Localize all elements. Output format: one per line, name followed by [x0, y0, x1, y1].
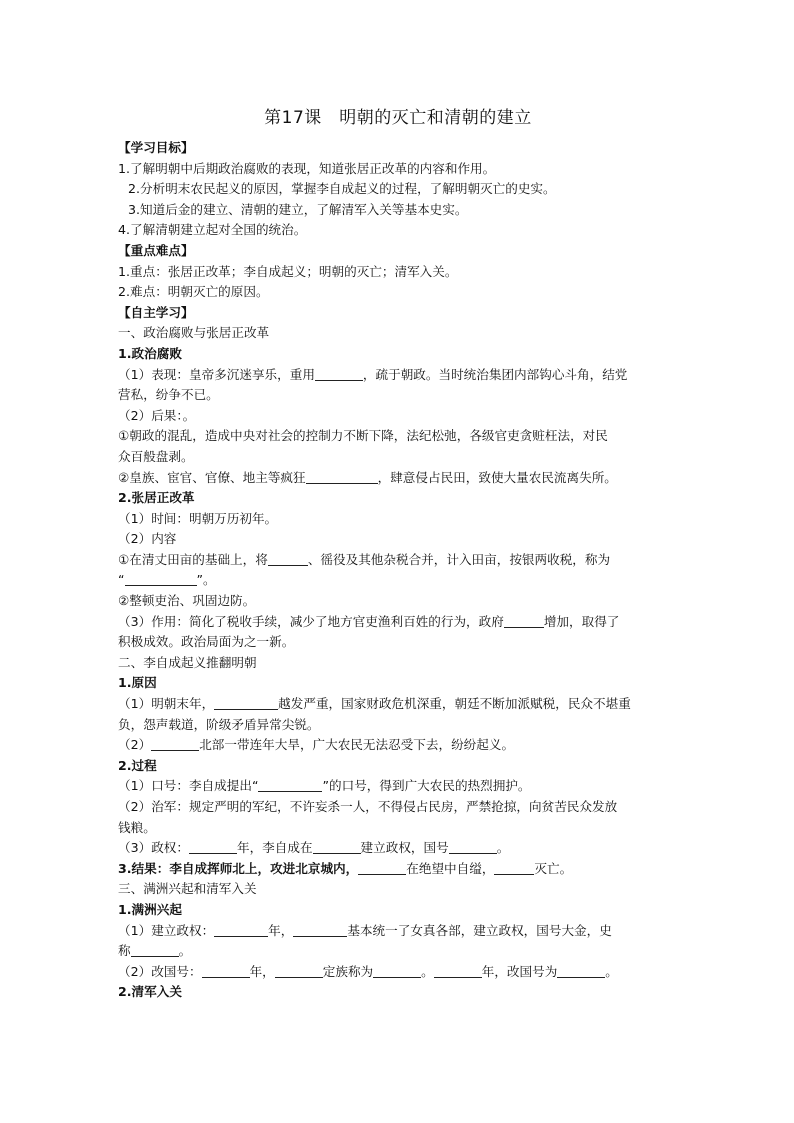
- text: （1）明朝末年，: [118, 696, 215, 712]
- goal-item: 1.了解明朝中后期政治腐败的表现，知道张居正改革的内容和作用。: [118, 160, 496, 176]
- section-title: 二、李自成起义推翻明朝: [118, 654, 257, 670]
- goal-item: 3.知道后金的建立、清朝的建立，了解清军入关等基本史实。: [128, 201, 468, 217]
- text: 年，: [268, 922, 294, 938]
- text: （3）政权：: [118, 840, 189, 856]
- paragraph: （2）内容: [118, 531, 177, 547]
- blank-field[interactable]: [434, 963, 482, 978]
- paragraph: （1）时间：明朝万历初年。: [118, 510, 278, 526]
- text: 定族称为: [322, 963, 374, 979]
- worksheet-page: [118, 103, 678, 1003]
- self-study-heading: 【自主学习】: [118, 304, 194, 320]
- page-title: 第17课 明朝的灭亡和清朝的建立: [264, 108, 532, 128]
- text: 增加，取得了: [543, 613, 620, 629]
- blank-field[interactable]: [358, 860, 406, 875]
- paragraph: 负，怨声载道，阶级矛盾异常尖锐。: [118, 716, 320, 732]
- text: ，肆意侵占民田，致使大量农民流离失所。: [377, 469, 617, 485]
- subsection-title: 1.原因: [118, 675, 157, 691]
- text: （1）口号：李自成提出“: [118, 778, 259, 794]
- text: （3）作用：简化了税收手续，减少了地方官吏渔利百姓的行为，政府: [118, 613, 504, 629]
- paragraph: [118, 776, 678, 797]
- goal-item: 2.分析明末农民起义的原因，掌握李自成起义的过程，了解明朝灭亡的史实。: [128, 181, 556, 197]
- text: ”的口号，得到广大农民的热烈拥护。: [322, 778, 531, 794]
- text: ，疏于朝政。当时统治集团内部钩心斗角，结党: [362, 366, 628, 382]
- paragraph: [118, 735, 678, 756]
- text: （2）改国号：: [118, 963, 202, 979]
- blank-field[interactable]: [313, 839, 361, 854]
- blank-field[interactable]: [504, 613, 544, 628]
- text: 。: [178, 943, 192, 959]
- blank-field[interactable]: [214, 922, 268, 937]
- text: （1）表现：皇帝多沉迷享乐，重用: [118, 366, 315, 382]
- paragraph: 钱粮。: [118, 819, 156, 835]
- paragraph: 众百般盘剥。: [118, 448, 194, 464]
- paragraph: 积极成效。政治局面为之一新。: [118, 634, 295, 650]
- section-title: 一、政治腐败与张居正改革: [118, 325, 270, 341]
- blank-field[interactable]: [131, 942, 179, 957]
- text: ②皇族、宦官、官僚、地主等疯狂: [118, 469, 306, 485]
- text: 北部一带连年大旱，广大农民无法忍受下去，纷纷起义。: [199, 737, 515, 753]
- paragraph: [118, 694, 678, 715]
- subsection-title: 1.满洲兴起: [118, 901, 182, 917]
- text: 年，改国号为: [481, 963, 558, 979]
- paragraph: 营私，纷争不已。: [118, 387, 219, 403]
- text: 、徭役及其他杂税合并，计入田亩，按银两收税，称为: [307, 551, 611, 567]
- text: ”。: [196, 572, 216, 588]
- paragraph: [118, 550, 678, 571]
- paragraph: [118, 962, 678, 983]
- text: 3.结果：李自成挥师北上，攻进北京城内，: [118, 860, 359, 876]
- text: 。: [605, 963, 618, 979]
- text: （1）建立政权：: [118, 922, 215, 938]
- subsection-title: 2.清军入关: [118, 984, 182, 1000]
- paragraph: [118, 859, 678, 880]
- blank-field[interactable]: [214, 695, 278, 710]
- paragraph: ②整顿吏治、巩固边防。: [118, 593, 256, 609]
- blank-field[interactable]: [557, 963, 605, 978]
- text: “: [118, 572, 125, 588]
- paragraph: [118, 570, 678, 591]
- blank-field[interactable]: [202, 963, 250, 978]
- paragraph: [118, 612, 678, 633]
- text: 。: [496, 840, 510, 856]
- text: 越发严重，国家财政危机深重，朝廷不断加派赋税，民众不堪重: [278, 696, 631, 712]
- text: 年，: [249, 963, 275, 979]
- paragraph: [118, 941, 678, 962]
- blank-field[interactable]: [125, 571, 197, 586]
- keys-heading: 【重点难点】: [118, 242, 194, 258]
- section-title: 三、满洲兴起和清军入关: [118, 881, 257, 897]
- subsection-title: 1.政治腐败: [118, 345, 182, 361]
- paragraph: [118, 921, 678, 942]
- text: 建立政权，国号: [360, 840, 449, 856]
- subsection-title: 2.过程: [118, 757, 157, 773]
- paragraph: [118, 838, 678, 859]
- paragraph: [118, 365, 678, 386]
- blank-field[interactable]: [258, 777, 322, 792]
- text: 基本统一了女真各部，建立政权，国号大金，史: [347, 922, 612, 938]
- text: 称: [118, 943, 131, 959]
- goal-item: 4.了解清朝建立起对全国的统治。: [118, 222, 307, 238]
- text: 年，李自成在: [236, 840, 313, 856]
- blank-field[interactable]: [151, 736, 199, 751]
- key-item: 1.重点：张居正改革；李自成起义；明朝的灭亡；清军入关。: [118, 263, 458, 279]
- blank-field[interactable]: [268, 551, 308, 566]
- paragraph: [118, 468, 678, 489]
- blank-field[interactable]: [315, 366, 363, 381]
- paragraph: （2）后果：。: [118, 407, 196, 423]
- blank-field[interactable]: [275, 963, 323, 978]
- text: ①在清丈田亩的基础上，将: [118, 551, 268, 567]
- text: 灭亡。: [534, 860, 573, 876]
- text: 。: [421, 963, 434, 979]
- paragraph: ①朝政的混乱，造成中央对社会的控制力不断下降，法纪松弛，各级官吏贪赃枉法，对民: [118, 428, 608, 444]
- blank-field[interactable]: [293, 922, 347, 937]
- text: 在绝望中自缢，: [406, 860, 495, 876]
- blank-field[interactable]: [494, 860, 534, 875]
- subsection-title: 2.张居正改革: [118, 490, 195, 506]
- goals-heading: 【学习目标】: [118, 140, 194, 155]
- blank-field[interactable]: [306, 469, 378, 484]
- blank-field[interactable]: [373, 963, 421, 978]
- key-item: 2.难点：明朝灭亡的原因。: [118, 284, 269, 300]
- paragraph: （2）治军：规定严明的军纪，不许妄杀一人，不得侵占民房，严禁抢掠，向贫苦民众发放: [118, 799, 618, 814]
- text: （2）: [118, 737, 152, 753]
- blank-field[interactable]: [189, 839, 237, 854]
- blank-field[interactable]: [449, 839, 497, 854]
